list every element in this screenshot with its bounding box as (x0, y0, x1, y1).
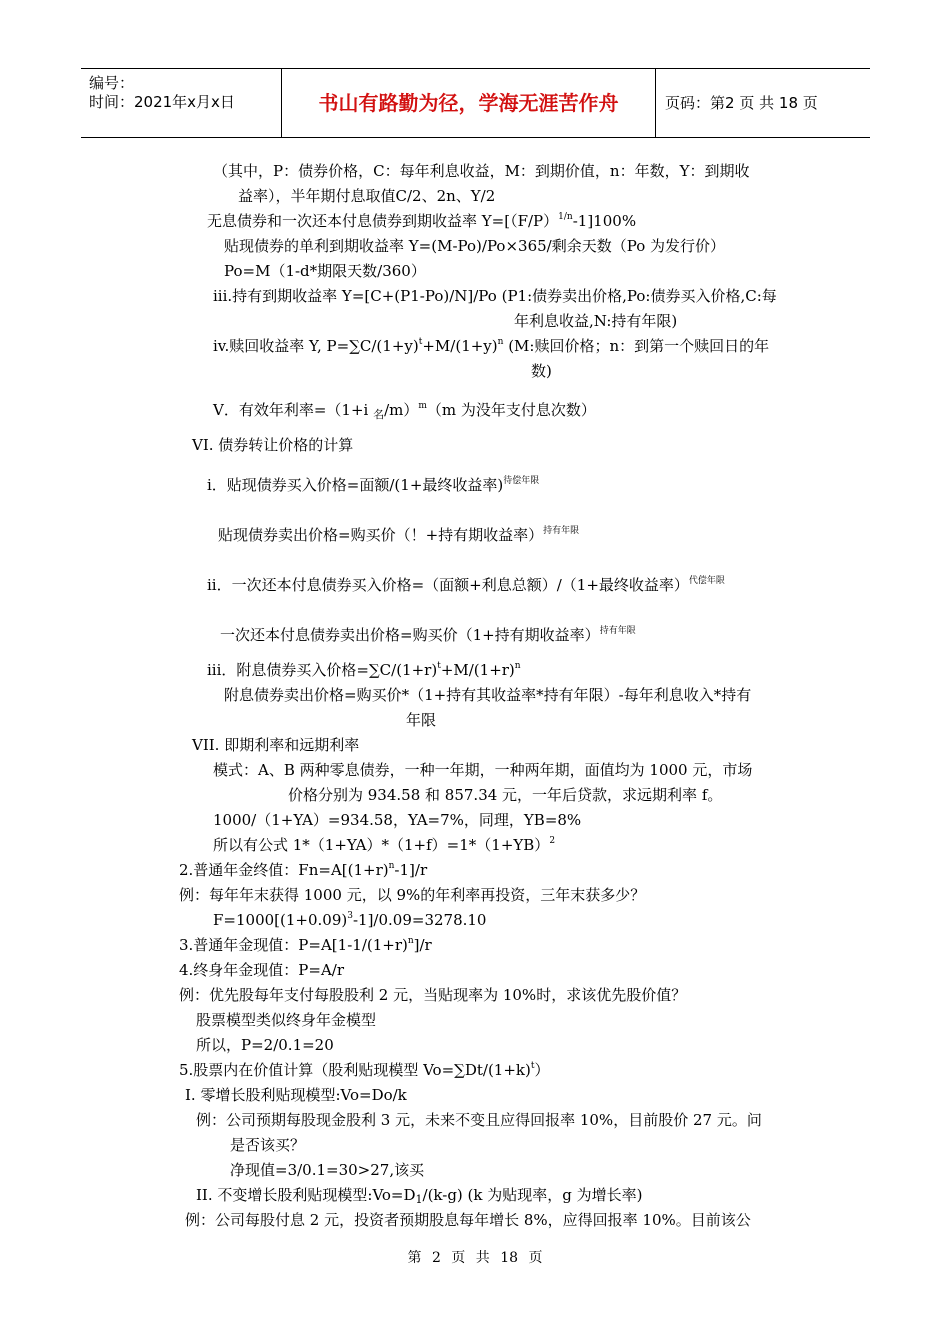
text-line: 年限 (406, 711, 437, 729)
text-line: 数) (531, 362, 552, 380)
page-number: 2 (725, 94, 735, 112)
text-line: II. 不变增长股利贴现模型$:Vo=D_1/(k-g)$ (k 为贴现率，g 为增长率) (196, 1186, 643, 1206)
text-line: 4.终身年金现值：P=A/r (179, 961, 345, 979)
text-line: i．贴现债券买入价格=面额/(1+最终收益率)$^{待偿年限}$ (207, 476, 540, 494)
doc-time-label: 时间：2021年x月x日 (89, 93, 235, 111)
text-line: 例：每年年末获得 1000 元，以 9%的年利率再投资，三年末获多少？ (179, 886, 646, 904)
text-line: 是否该买？ (230, 1136, 306, 1154)
text-line: 3.普通年金现值：$P=A[1-1/(1+r)^n]/r$ (179, 936, 432, 954)
section-heading: VII. 即期利率和远期利率 (192, 736, 360, 754)
text-line: 5.股票内在价值计算（股利贴现模型 $Vo=\sum Dt/(1+k)^t$） (179, 1061, 550, 1079)
text-line: iii．附息债券买入价格$=\sum C/(1+r)^t+M/(1+r)^n$ (207, 661, 521, 679)
page-label-pre: 页码：第 (665, 94, 726, 112)
text-line: 例：优先股每年支付每股股利 2 元，当贴现率为 10%时，求该优先股价值？ (179, 986, 687, 1004)
text-line: 净现值=3/0.1=30>27,该买 (230, 1161, 425, 1179)
text-line: 贴现债券卖出价格=购买价（！+持有期收益率）$^{持有年限}$ (218, 526, 580, 544)
text-line: 一次还本付息债券卖出价格=购买价（1+持有期收益率）$^{持有年限}$ (220, 626, 636, 644)
text-line: 例：公司预期每股现金股利 3 元，未来不变且应得回报率 10%，目前股价 27 元。问 (196, 1111, 762, 1129)
text-line: V．有效年利率=（1+i $_名$/m）$^m$（m 为没年支付息次数） (213, 401, 596, 421)
text-line: Po=M（1-d*期限天数/360） (224, 262, 426, 280)
text-line: 例：公司每股付息 2 元，投资者预期股息每年增长 8%，应得回报率 10%。目前该公 (185, 1211, 751, 1229)
header-page-info (665, 69, 818, 137)
text-line: 2.普通年金终值：$Fn=A[(1+r)^n-1]/r$ (179, 861, 428, 879)
page-header (81, 68, 870, 138)
text-line: I. 零增长股利贴现模型:Vo=Do/k (185, 1086, 407, 1104)
page-label-post: 页 (802, 94, 818, 112)
text-line: iii.持有到期收益率 Y=[C+(P1-Po)/N]/Po (P1:债券卖出价格,Po:债券买入价格,C:每 (213, 287, 777, 305)
text-line: 无息债券和一次还本付息债券到期收益率 $Y=[(F/P)^{1/n}-1]100\%$ (207, 212, 637, 230)
header-meta-cell (81, 69, 282, 137)
text-line: 贴现债券的单利到期收益率 Y=(M-Po)/Po×365/剩余天数（Po 为发行价） (224, 237, 725, 255)
page-total: 18 (778, 94, 798, 112)
text-line: ii．一次还本付息债券买入价格=（面额+利息总额）/（1+最终收益率）$^{代偿年限}$ (207, 576, 725, 594)
text-line: 益率），半年期付息取值C/2、2n、Y/2 (238, 187, 496, 205)
section-heading: VI. 债券转让价格的计算 (192, 436, 354, 454)
text-line: （其中，P：债券价格，C：每年利息收益，M：到期价值，n：年数，Y：到期收 (213, 162, 750, 180)
text-line: 附息债券卖出价格=购买价*（1+持有其收益率*持有年限）-每年利息收入*持有 (224, 686, 752, 704)
text-line: 年利息收益,N:持有年限) (514, 312, 678, 330)
text-line: 所以，P=2/0.1=20 (196, 1036, 334, 1054)
text-line: 所以有公式 $1*(1+YA)*(1+f)=1*(1+YB)^2$ (213, 836, 556, 854)
doc-number-label: 编号： (89, 74, 135, 92)
text-line: 1000/（1+YA）=934.58，YA=7%，同理，YB=8% (213, 811, 582, 829)
text-line: 模式：A、B 两种零息债券，一种一年期，一种两年期，面值均为 1000 元，市场 (213, 761, 753, 779)
text-line: 股票模型类似终身年金模型 (196, 1011, 377, 1029)
text-line: 价格分别为 934.58 和 857.34 元，一年后贷款，求远期利率 f。 (288, 786, 723, 804)
page-footer: 第 2 页 共 18 页 (407, 1250, 543, 1266)
header-motto: 书山有路勤为径，学海无涯苦作舟 (282, 69, 656, 137)
text-line: $F=1000[(1+0.09)^3-1]/0.09=3278.10$ (213, 911, 487, 929)
text-line: iv.赎回收益率 Y, $P=\sum C/(1+y)^t+M/(1+y)^n$ (M:赎回价格；n：到第一个赎回日的年 (213, 337, 770, 355)
page-label-mid: 页 共 (739, 94, 775, 112)
